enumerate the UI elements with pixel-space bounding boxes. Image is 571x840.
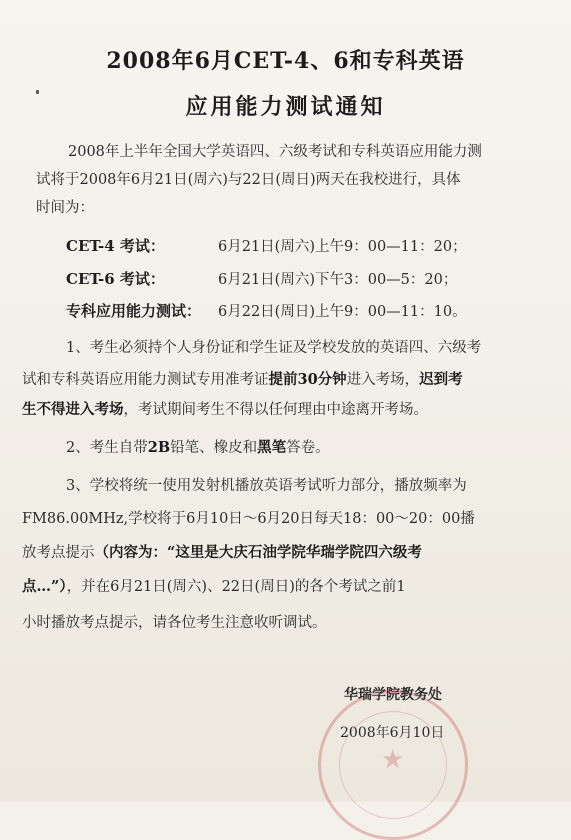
schedule-label-cet4: CET-4 考试： [66,237,165,255]
schedule-time-applied: 6月22日(周日)上午9：00—11：10。 [218,304,467,320]
seal-star-icon: ★ [381,745,405,775]
schedule-label-applied: 专科应用能力测试： [66,302,202,320]
item3-line-1: 3、学校将统一使用发射机播放英语考试听力部分，播放频率为 [66,478,467,494]
item2-line: 2、考生自带2B铅笔、橡皮和黑笔答卷。 [66,439,330,456]
item1-line-1: 1、考生必须持个人身份证和学生证及学校发放的英语四、六级考 [66,340,482,356]
item1-line-2: 试和专科英语应用能力测试专用准考证提前30分钟进入考场，迟到考 [22,371,463,388]
item3-line-2: FM86.00MHz,学校将于6月10日～6月20日每天18：00～20：00播 [22,511,475,527]
notice-title-line2: 应用能力测试通知 [185,94,386,120]
notice-title-line1: 2008年6月CET-4、6和专科英语 [106,48,465,74]
item3-line-4: 点…”），并在6月21日(周六)、22日(周日)的各个考试之前1 [22,578,406,595]
item1-line-3: 生不得进入考场，考试期间考生不得以任何理由中途离开考场。 [22,401,428,418]
schedule-time-cet4: 6月21日(周六)上午9：00—11：20； [218,239,467,255]
item3-line-3: 放考点提示（内容为：“这里是大庆石油学院华瑞学院四六级考 [22,544,422,561]
intro-line-1: 2008年上半年全国大学英语四、六级考试和专科英语应用能力测 [68,144,482,160]
intro-line-3: 时间为： [36,200,94,216]
red-seal-stamp [318,690,468,840]
intro-line-2: 试将于2008年6月21日(周六)与22日(周日)两天在我校进行，具体 [36,172,461,188]
schedule-time-cet6: 6月21日(周六)下午3：00—5：20； [218,272,458,288]
schedule-label-cet6: CET-6 考试： [66,270,165,288]
signature-date: 2008年6月10日 [340,725,445,741]
item3-line-5: 小时播放考点提示，请各位考生注意收听调试。 [22,615,327,631]
signature-office: 华瑞学院教务处 [344,687,442,703]
